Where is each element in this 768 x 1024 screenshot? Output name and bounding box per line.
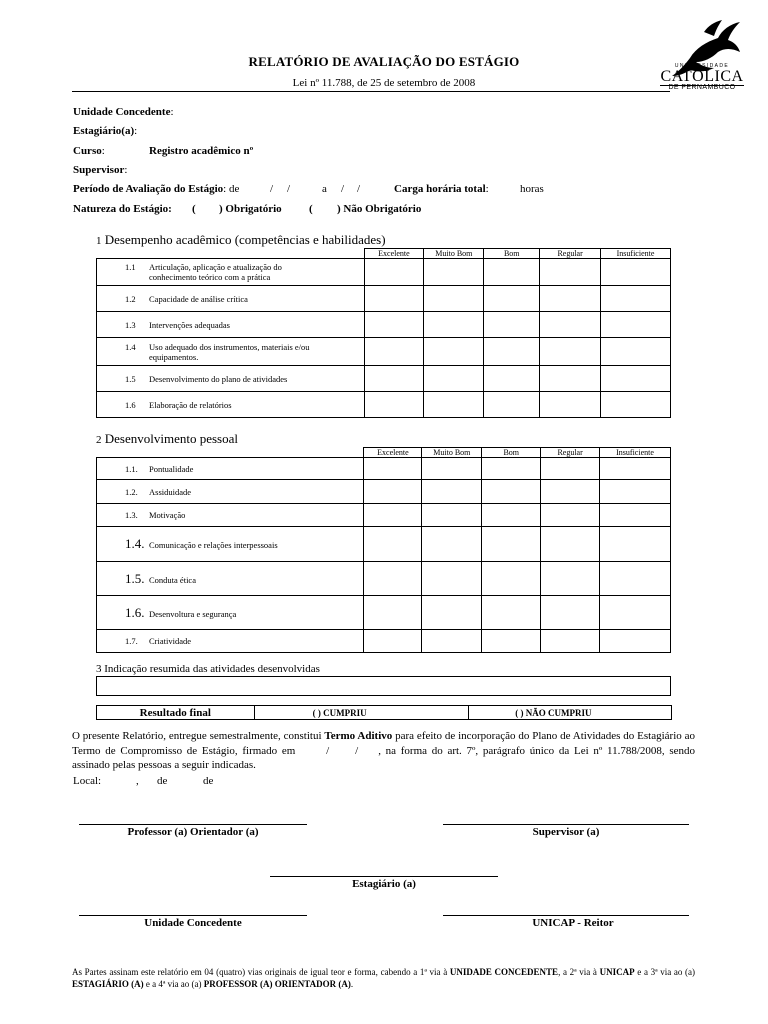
s2-rating-header: Regular: [541, 448, 600, 458]
s2-item: [97, 630, 364, 653]
signature-supervisor: Supervisor (a): [532, 826, 600, 838]
s1-rating-cell[interactable]: [364, 338, 424, 366]
result-nao-cumpriu[interactable]: ( ) NÃO CUMPRIU: [469, 706, 672, 720]
periodo-de: de: [228, 183, 240, 195]
s1-item-num: 1.1: [125, 262, 136, 272]
section2-num: 2: [96, 434, 102, 446]
field-supervisor-label: Supervisor: [73, 164, 125, 176]
s1-rating-header: Muito Bom: [424, 249, 484, 259]
s1-rating-cell[interactable]: [484, 312, 540, 338]
table-row: [97, 630, 671, 653]
s1-rating-cell[interactable]: [364, 392, 424, 418]
s1-rating-cell[interactable]: [424, 366, 484, 392]
footer-f5: .: [350, 979, 354, 989]
s2-rating-cell[interactable]: [422, 480, 482, 504]
s1-rating-cell[interactable]: [540, 366, 601, 392]
s2-rating-cell[interactable]: [364, 480, 422, 504]
s1-item-num: 1.3: [125, 319, 136, 330]
page-title: RELATÓRIO DE AVALIAÇÃO DO ESTÁGIO: [248, 54, 520, 69]
footer-b3: ESTAGIÁRIO (A): [72, 979, 144, 989]
s2-item-num: 1.7.: [125, 636, 138, 646]
s2-rating-cell[interactable]: [600, 458, 671, 480]
field-estagiario: Estagiário(a):: [73, 125, 138, 137]
declaration-p1: O presente Relatório, entregue semestralmente, constitui: [72, 730, 322, 742]
s2-header-blank: [97, 448, 364, 458]
s2-item-text: Criatividade: [149, 636, 192, 646]
s1-item-text: Intervenções adequadas: [149, 319, 230, 330]
table-row: [97, 286, 671, 312]
table-row: [97, 366, 671, 392]
s2-rating-cell[interactable]: [600, 527, 671, 562]
s1-item: [97, 338, 365, 366]
s2-item-num: 1.6.: [125, 604, 145, 620]
s1-rating-cell[interactable]: [424, 312, 484, 338]
s2-rating-cell[interactable]: [482, 504, 541, 527]
field-supervisor: Supervisor:: [73, 164, 128, 176]
s2-item: [97, 596, 364, 630]
field-periodo-label: Período de Avaliação do Estágio: [73, 183, 224, 195]
result-label: Resultado final: [97, 706, 255, 720]
s2-rating-cell[interactable]: [482, 480, 541, 504]
s2-rating-cell[interactable]: [364, 527, 422, 562]
s2-rating-cell[interactable]: [600, 480, 671, 504]
s1-rating-cell[interactable]: [601, 366, 671, 392]
table-row: [97, 562, 671, 596]
periodo-slash-3: /: [341, 183, 345, 195]
footer-f4: e a 4ª via ao (a): [145, 979, 202, 989]
s1-item-num: 1.2: [125, 293, 136, 304]
s2-rating-cell[interactable]: [600, 596, 671, 630]
s1-header-row: [97, 249, 671, 259]
periodo-slash-1: /: [270, 183, 274, 195]
s1-rating-cell[interactable]: [364, 259, 424, 286]
s1-item-text: Articulação, aplicação e atualização do: [149, 262, 282, 272]
s1-rating-cell[interactable]: [540, 259, 601, 286]
s1-rating-cell[interactable]: [484, 286, 540, 312]
s1-item-text2: conhecimento teórico com a prática: [149, 272, 271, 282]
footer-f1: As Partes assinam este relatório em 04 (quatro) vias originais de igual teor e forma, cabendo a 1ª via à: [72, 967, 448, 977]
s2-rating-cell[interactable]: [600, 630, 671, 653]
s1-rating-cell[interactable]: [540, 312, 601, 338]
s1-rating-cell[interactable]: [364, 312, 424, 338]
declaration-slash-1: /: [326, 744, 330, 757]
s1-rating-header: Excelente: [364, 249, 424, 259]
local-label: Local:: [73, 775, 102, 787]
s1-item: [97, 366, 365, 392]
s2-rating-cell[interactable]: [541, 480, 600, 504]
s1-rating-header: Bom: [484, 249, 540, 259]
local-de-2: de: [203, 775, 214, 787]
s2-item-text: Pontualidade: [149, 463, 194, 474]
signature-professor: Professor (a) Orientador (a): [127, 826, 259, 838]
periodo-a: a: [322, 183, 327, 195]
signature-estagiario: Estagiário (a): [352, 878, 416, 890]
s2-rating-cell[interactable]: [482, 562, 541, 596]
s2-header-row: [97, 448, 671, 458]
natureza-paren-1: (: [192, 203, 196, 215]
s1-item: [97, 286, 365, 312]
s1-item: [97, 259, 365, 286]
s2-rating-header: Bom: [482, 448, 541, 458]
s1-rating-cell[interactable]: [484, 366, 540, 392]
s1-rating-cell[interactable]: [484, 338, 540, 366]
s2-rating-cell[interactable]: [422, 562, 482, 596]
s2-rating-cell[interactable]: [422, 458, 482, 480]
local-de-1: de: [157, 775, 168, 787]
field-curso: Curso:: [73, 145, 105, 157]
s1-item-text: Uso adequado dos instrumentos, materiais e/ou: [149, 341, 310, 352]
field-unidade-label: Unidade Concedente: [73, 106, 171, 118]
footer-f2: , a 2ª via à: [558, 967, 597, 977]
s2-item-num: 1.5.: [125, 570, 145, 586]
footer-note: [72, 966, 695, 990]
field-horas: horas: [520, 183, 544, 195]
declaration-bold: Termo Aditivo: [324, 730, 393, 742]
s2-item-text: Comunicação e relações interpessoais: [149, 540, 278, 550]
field-registro-label: Registro acadêmico nº: [149, 145, 254, 157]
header-divider: [72, 91, 670, 92]
s2-rating-cell[interactable]: [541, 630, 600, 653]
s1-header-blank: [97, 249, 365, 259]
signature-line-unicap: [443, 915, 689, 916]
signature-line-unidade: [79, 915, 307, 916]
table-row: [97, 259, 671, 286]
s1-item-text: Capacidade de análise crítica: [149, 293, 248, 304]
s2-item: [97, 504, 364, 527]
s1-rating-header: Insuficiente: [601, 249, 671, 259]
page-subtitle: Lei nº 11.788, de 25 de setembro de 2008: [292, 77, 476, 89]
field-unidade: Unidade Concedente:: [73, 106, 174, 118]
s1-rating-cell[interactable]: [601, 259, 671, 286]
natureza-nao-obrigatorio[interactable]: ) Não Obrigatório: [337, 203, 422, 215]
s1-rating-cell[interactable]: [540, 338, 601, 366]
table-row: [97, 596, 671, 630]
section1-title: Desempenho acadêmico (competências e habilidades): [104, 232, 386, 247]
s1-item-text: Elaboração de relatórios: [149, 399, 232, 410]
declaration-slash-2: /: [355, 744, 359, 757]
s1-item: [97, 392, 365, 418]
field-carga-label: Carga horária total: [394, 183, 486, 195]
s2-item-text: Conduta ética: [149, 574, 196, 585]
s1-rating-cell[interactable]: [601, 338, 671, 366]
section1-num: 1: [96, 235, 102, 247]
s1-rating-cell[interactable]: [601, 286, 671, 312]
section2-title: Desenvolvimento pessoal: [104, 431, 238, 446]
s2-rating-cell[interactable]: [482, 527, 541, 562]
s2-rating-header: Insuficiente: [600, 448, 671, 458]
declaration-p2: para efeito de incorporação do Plano de Atividades do Estagiário ao Termo de Compromisso de Estágio, firmado em: [72, 730, 696, 757]
s2-item: [97, 458, 364, 480]
s1-rating-cell[interactable]: [424, 392, 484, 418]
s1-rating-cell[interactable]: [424, 286, 484, 312]
periodo-slash-2: /: [287, 183, 291, 195]
s2-rating-cell[interactable]: [541, 562, 600, 596]
s2-item-text: Assiduidade: [149, 486, 192, 497]
natureza-obrigatorio[interactable]: ) Obrigatório: [219, 203, 282, 215]
declaration-p3: , na forma do art. 7º, parágrafo único da Lei nº 11.788/2008, sendo assinado pelas pessoas a seguir indicadas.: [72, 744, 695, 771]
s2-rating-cell[interactable]: [600, 562, 671, 596]
natureza-paren-2: (: [309, 203, 313, 215]
signature-unidade: Unidade Concedente: [144, 917, 242, 929]
field-carga: Carga horária total:: [394, 183, 489, 195]
s2-item-text: Desenvoltura e segurança: [149, 608, 237, 619]
table-row: [97, 392, 671, 418]
s2-rating-cell[interactable]: [600, 504, 671, 527]
s1-item-num: 1.5: [125, 373, 136, 384]
footer-b1: UNIDADE CONCEDENTE: [449, 967, 559, 977]
footer-b2: UNICAP: [599, 967, 635, 977]
s1-rating-cell[interactable]: [540, 392, 601, 418]
section3-title: 3 Indicação resumida das atividades desenvolvidas: [96, 663, 320, 675]
s1-rating-cell[interactable]: [484, 392, 540, 418]
s2-item-num: 1.2.: [125, 486, 138, 497]
s2-rating-cell[interactable]: [482, 630, 541, 653]
s1-rating-cell[interactable]: [484, 259, 540, 286]
signature-unicap: UNICAP - Reitor: [532, 917, 614, 929]
s2-item-num: 1.3.: [125, 510, 138, 520]
s2-item: [97, 480, 364, 504]
table-row: [97, 480, 671, 504]
section3-input-box[interactable]: [96, 676, 671, 696]
s2-rating-cell[interactable]: [364, 458, 422, 480]
logo-catolica: CATÓLICA: [660, 68, 744, 85]
s2-item: [97, 527, 364, 562]
footer-b4: PROFESSOR (A) ORIENTADOR (A): [203, 979, 351, 989]
result-cumpriu[interactable]: ( ) CUMPRIU: [254, 706, 469, 720]
s1-item: [97, 312, 365, 338]
s1-item-num: 1.4: [125, 341, 136, 352]
s2-rating-cell[interactable]: [422, 504, 482, 527]
s2-rating-cell[interactable]: [422, 596, 482, 630]
section1-heading: [96, 232, 386, 248]
s1-rating-cell[interactable]: [601, 392, 671, 418]
s1-rating-cell[interactable]: [364, 366, 424, 392]
signature-line-estagiario: [270, 876, 498, 877]
s2-rating-header: Excelente: [364, 448, 422, 458]
s1-rating-cell[interactable]: [424, 338, 484, 366]
s2-rating-cell[interactable]: [422, 527, 482, 562]
declaration-paragraph: [72, 729, 695, 773]
signature-line-professor: [79, 824, 307, 825]
s2-rating-cell[interactable]: [364, 596, 422, 630]
s2-rating-header: Muito Bom: [422, 448, 482, 458]
field-natureza-label: Natureza do Estágio:: [73, 203, 172, 215]
table-row: [97, 312, 671, 338]
s2-rating-cell[interactable]: [482, 458, 541, 480]
table-row: [97, 527, 671, 562]
s1-rating-cell[interactable]: [424, 259, 484, 286]
periodo-slash-4: /: [357, 183, 361, 195]
table-row: [97, 504, 671, 527]
table-row: [97, 338, 671, 366]
s1-rating-cell[interactable]: [601, 312, 671, 338]
logo-pernambuco: DE PERNAMBUCO: [668, 84, 736, 91]
result-table: [96, 705, 672, 720]
s1-item-text2: equipamentos.: [149, 351, 199, 362]
s2-item-num: 1.4.: [125, 536, 145, 551]
s2-rating-cell[interactable]: [541, 596, 600, 630]
section2-heading: [96, 431, 238, 447]
field-estagiario-label: Estagiário(a): [73, 125, 135, 137]
s1-item-num: 1.6: [125, 399, 136, 410]
s2-rating-cell[interactable]: [482, 596, 541, 630]
s2-item-text: Motivação: [149, 510, 186, 520]
section1-table: [96, 248, 671, 418]
s2-rating-cell[interactable]: [364, 630, 422, 653]
s1-rating-cell[interactable]: [540, 286, 601, 312]
section2-table: [96, 447, 671, 653]
logo-universidade: UNIVERSIDADE: [674, 63, 730, 69]
s2-item-num: 1.1.: [125, 463, 138, 474]
s2-rating-cell[interactable]: [541, 527, 600, 562]
s2-rating-cell[interactable]: [364, 562, 422, 596]
s2-rating-cell[interactable]: [422, 630, 482, 653]
local-comma: ,: [136, 775, 139, 787]
s1-item-text: Desenvolvimento do plano de atividades: [149, 373, 288, 384]
s2-item: [97, 562, 364, 596]
field-periodo: Período de Avaliação do Estágio: de: [73, 183, 240, 195]
s1-rating-cell[interactable]: [364, 286, 424, 312]
signature-line-supervisor: [443, 824, 689, 825]
s2-rating-cell[interactable]: [541, 458, 600, 480]
s2-rating-cell[interactable]: [364, 504, 422, 527]
s1-rating-header: Regular: [540, 249, 601, 259]
s2-rating-cell[interactable]: [541, 504, 600, 527]
footer-f3: e a 3ª via ao (a): [637, 967, 696, 977]
table-row: [97, 458, 671, 480]
field-curso-label: Curso: [73, 145, 102, 157]
